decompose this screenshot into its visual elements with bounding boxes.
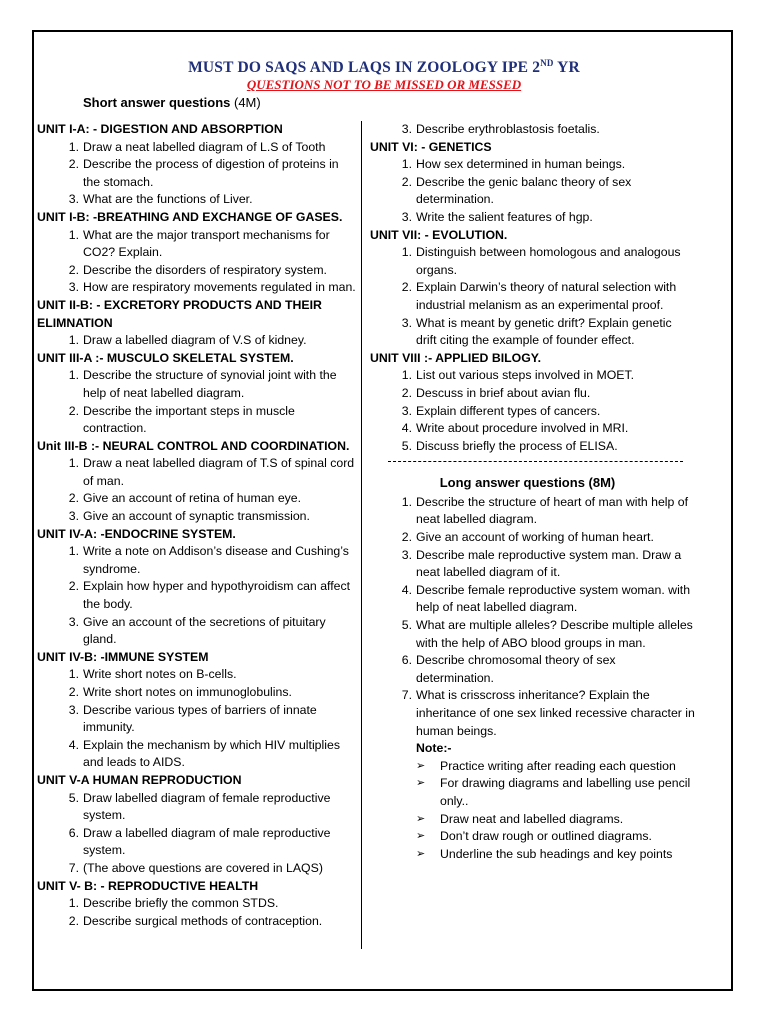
question-text: Write short notes on B-cells. [83,667,237,682]
question-number: 2. [401,280,412,295]
question-number: 2. [68,579,79,594]
question-number: 7. [68,860,79,875]
question-item [37,825,357,860]
question-list [37,790,357,878]
question-number: 1. [401,368,412,383]
question-item [37,279,357,297]
question-text: Describe the process of digestion of proteins in the stomach. [83,157,339,189]
question-item [37,227,357,262]
question-number: 1. [68,544,79,559]
question-number: 3. [68,614,79,629]
question-list [370,121,695,139]
question-number: 3. [68,509,79,524]
question-number: 1. [68,333,79,348]
question-number: 2. [68,157,79,172]
note-item [370,758,695,776]
question-number: 2. [401,174,412,189]
question-text: Write a note on Addison’s disease and Cushing’s syndrome. [83,544,349,576]
unit-heading: UNIT II-B: - EXCRETORY PRODUCTS AND THEIR [37,297,322,312]
question-text: Write the salient features of hgp. [416,209,593,224]
question-item [370,529,695,547]
unit-heading: UNIT V-A HUMAN REPRODUCTION [37,772,242,787]
unit-heading: UNIT I-B: -BREATHING AND EXCHANGE OF GASES. [37,209,343,224]
unit-heading: ELIMNATION [37,315,113,330]
question-text: What is crisscross inheritance? Explain the inheritance of one sex linked recessive character in human beings. [416,688,695,738]
question-item [370,367,695,385]
note-item [370,828,695,846]
question-text: (The above questions are covered in LAQS) [83,860,323,875]
question-list [37,332,357,350]
question-list [370,367,695,455]
question-item [370,547,695,582]
question-item [37,543,357,578]
question-number: 3. [401,209,412,224]
question-text: Describe the structure of synovial joint with the help of neat labelled diagram. [83,368,337,400]
question-item [37,332,357,350]
question-number: 1. [68,896,79,911]
note-text: Practice writing after reading each question [440,758,676,773]
arrow-bullet-icon: ➢ [416,759,426,772]
question-item [37,860,357,878]
question-item [37,737,357,772]
question-text: What are multiple alleles? Describe multiple alleles with the help of ABO blood groups in man. [416,618,693,650]
question-number: 3. [68,192,79,207]
note-item [370,846,695,864]
unit-heading: UNIT I-A: - DIGESTION AND ABSORPTION [37,122,283,136]
question-item [370,438,695,456]
question-text: Describe the structure of heart of man with help of neat labelled diagram. [416,494,689,527]
question-list [370,244,695,350]
question-text: What are the functions of Liver. [83,192,253,207]
question-number: 1. [68,139,79,154]
question-number: 3. [401,403,412,418]
question-item [37,403,357,438]
note-text: Draw neat and labelled diagrams. [440,811,624,826]
question-text: Give an account of working of human heart. [416,530,654,545]
question-number: 1. [68,227,79,242]
question-item [370,156,695,174]
question-number: 1. [401,245,412,260]
question-number: 3. [401,122,412,136]
question-item [37,614,357,649]
unit-heading: UNIT III-A :- MUSCULO SKELETAL SYSTEM. [37,350,294,365]
question-number: 2. [68,491,79,506]
question-number: 2. [68,403,79,418]
question-item [370,385,695,403]
note-list [370,758,695,864]
question-text: Describe the disorders of respiratory system. [83,262,327,277]
right-column [370,121,695,863]
arrow-bullet-icon: ➢ [416,812,426,825]
question-number: 2. [68,685,79,699]
arrow-bullet-icon: ➢ [416,830,426,843]
question-text: How sex determined in human beings. [416,157,626,172]
question-text: Describe briefly the common STDS. [83,896,279,911]
unit-heading: UNIT IV-A: -ENDOCRINE SYSTEM. [37,526,236,541]
question-text: Give an account of the secretions of pituitary gland. [83,614,326,647]
question-number: 6. [401,653,412,668]
question-number: 3. [401,547,412,562]
unit-heading: Unit III-B :- NEURAL CONTROL AND COORDINATION. [37,438,350,453]
arrow-bullet-icon: ➢ [416,847,426,860]
column-divider [361,121,362,949]
question-number: 5. [401,438,412,453]
question-item [37,578,357,613]
question-text: Describe various types of barriers of innate immunity. [83,702,317,735]
question-item [37,490,357,508]
note-text: Underline the sub headings and key points [440,846,673,861]
question-number: 2. [68,913,79,928]
question-item [37,895,357,913]
unit-heading: UNIT IV-B: -IMMUNE SYSTEM [37,649,209,664]
question-number: 4. [68,737,79,752]
question-text: Descuss in brief about avian flu. [416,385,591,400]
question-item [37,262,357,280]
question-item [37,156,357,191]
question-list [370,494,695,740]
question-number: 3. [401,315,412,330]
question-text: Describe male reproductive system man. Draw a neat labelled diagram of it. [416,547,682,580]
question-text: Draw a labelled diagram of V.S of kidney. [83,333,307,348]
question-text: Describe chromosomal theory of sex determination. [416,653,616,685]
unit-heading: UNIT VII: - EVOLUTION. [370,227,508,242]
question-list [37,895,357,930]
question-list [37,666,357,772]
unit-heading: UNIT VI: - GENETICS [370,139,492,154]
page-title: MUST DO SAQS AND LAQS IN ZOOLOGY IPE 2ND YR [188,58,580,77]
question-item [37,508,357,526]
question-text: Write short notes on immunoglobulins. [83,685,292,699]
question-number: 1. [401,157,412,172]
note-label: Note:- [416,741,452,756]
question-text: Explain Darwin’s theory of natural selection with industrial melanism as an experimental proof. [416,280,677,312]
question-item [370,617,695,652]
question-item [370,209,695,227]
question-item [370,121,695,139]
question-text: Draw labelled diagram of female reproductive system. [83,790,331,823]
question-item [37,913,357,931]
question-number: 1. [401,494,412,509]
note-text: For drawing diagrams and labelling use pencil only.. [440,776,691,808]
question-number: 7. [401,688,412,703]
question-text: Explain the mechanism by which HIV multiplies and leads to AIDS. [83,737,340,770]
question-list [37,139,357,209]
question-text: Distinguish between homologous and analogous organs. [416,245,681,277]
dashed-separator [388,461,683,462]
question-text: Write about procedure involved in MRI. [416,421,629,436]
question-item [370,582,695,617]
short-answer-heading: Short answer questions (4M) [83,95,261,110]
question-text: Describe surgical methods of contraception. [83,913,323,928]
question-text: Draw a labelled diagram of male reproductive system. [83,825,331,858]
question-text: Discuss briefly the process of ELISA. [416,438,618,453]
question-number: 1. [68,456,79,471]
question-text: What are the major transport mechanisms for CO2? Explain. [83,227,330,260]
question-item [370,687,695,740]
question-list [370,156,695,226]
question-text: Explain different types of cancers. [416,403,601,418]
question-text: Describe the genic balanc theory of sex determination. [416,174,632,207]
question-item [370,403,695,421]
question-number: 2. [401,530,412,545]
question-item [370,244,695,279]
question-text: Describe the important steps in muscle contraction. [83,403,295,436]
question-text: Draw a neat labelled diagram of T.S of spinal cord of man. [83,456,355,488]
question-text: Describe erythroblastosis foetalis. [416,122,600,136]
question-number: 4. [401,421,412,436]
question-item [370,652,695,687]
question-text: How are respiratory movements regulated in man. [83,280,356,295]
question-list [37,543,357,649]
question-item [370,315,695,350]
question-number: 6. [68,825,79,840]
question-number: 5. [401,618,412,633]
page-subtitle: QUESTIONS NOT TO BE MISSED OR MESSED [246,77,522,92]
note-item [370,775,695,810]
question-number: 4. [401,582,412,597]
long-answer-heading: Long answer questions (8M) [439,475,616,491]
question-item [370,494,695,529]
question-number: 1. [68,667,79,682]
question-item [370,279,695,314]
left-column [37,121,357,930]
question-number: 2. [401,385,412,400]
arrow-bullet-icon: ➢ [416,777,426,790]
question-text: Describe female reproductive system woman. with help of neat labelled diagram. [416,582,691,615]
question-number: 5. [68,790,79,805]
question-item [37,455,357,490]
question-list [37,367,357,437]
question-text: Give an account of synaptic transmission. [83,509,310,524]
question-item [37,367,357,402]
question-number: 1. [68,368,79,383]
question-item [37,684,357,702]
question-text: What is meant by genetic drift? Explain genetic drift citing the example of founder effect. [416,315,672,348]
question-item [370,420,695,438]
question-number: 3. [68,280,79,295]
question-number: 2. [68,262,79,277]
note-item [370,811,695,829]
question-text: List out various steps involved in MOET. [416,368,635,383]
question-list [37,455,357,525]
question-item [37,191,357,209]
unit-heading: UNIT V- B: - REPRODUCTIVE HEALTH [37,878,259,893]
question-item [370,174,695,209]
note-text: Don’t draw rough or outlined diagrams. [440,829,652,844]
question-text: Draw a neat labelled diagram of L.S of Tooth [83,139,326,154]
question-item [37,666,357,684]
question-text: Give an account of retina of human eye. [83,491,302,506]
question-item [37,702,357,737]
question-item [37,139,357,157]
question-list [37,227,357,297]
question-text: Explain how hyper and hypothyroidism can affect the body. [83,579,351,612]
question-item [37,790,357,825]
unit-heading: UNIT VIII :- APPLIED BILOGY. [370,350,542,365]
question-number: 3. [68,702,79,717]
